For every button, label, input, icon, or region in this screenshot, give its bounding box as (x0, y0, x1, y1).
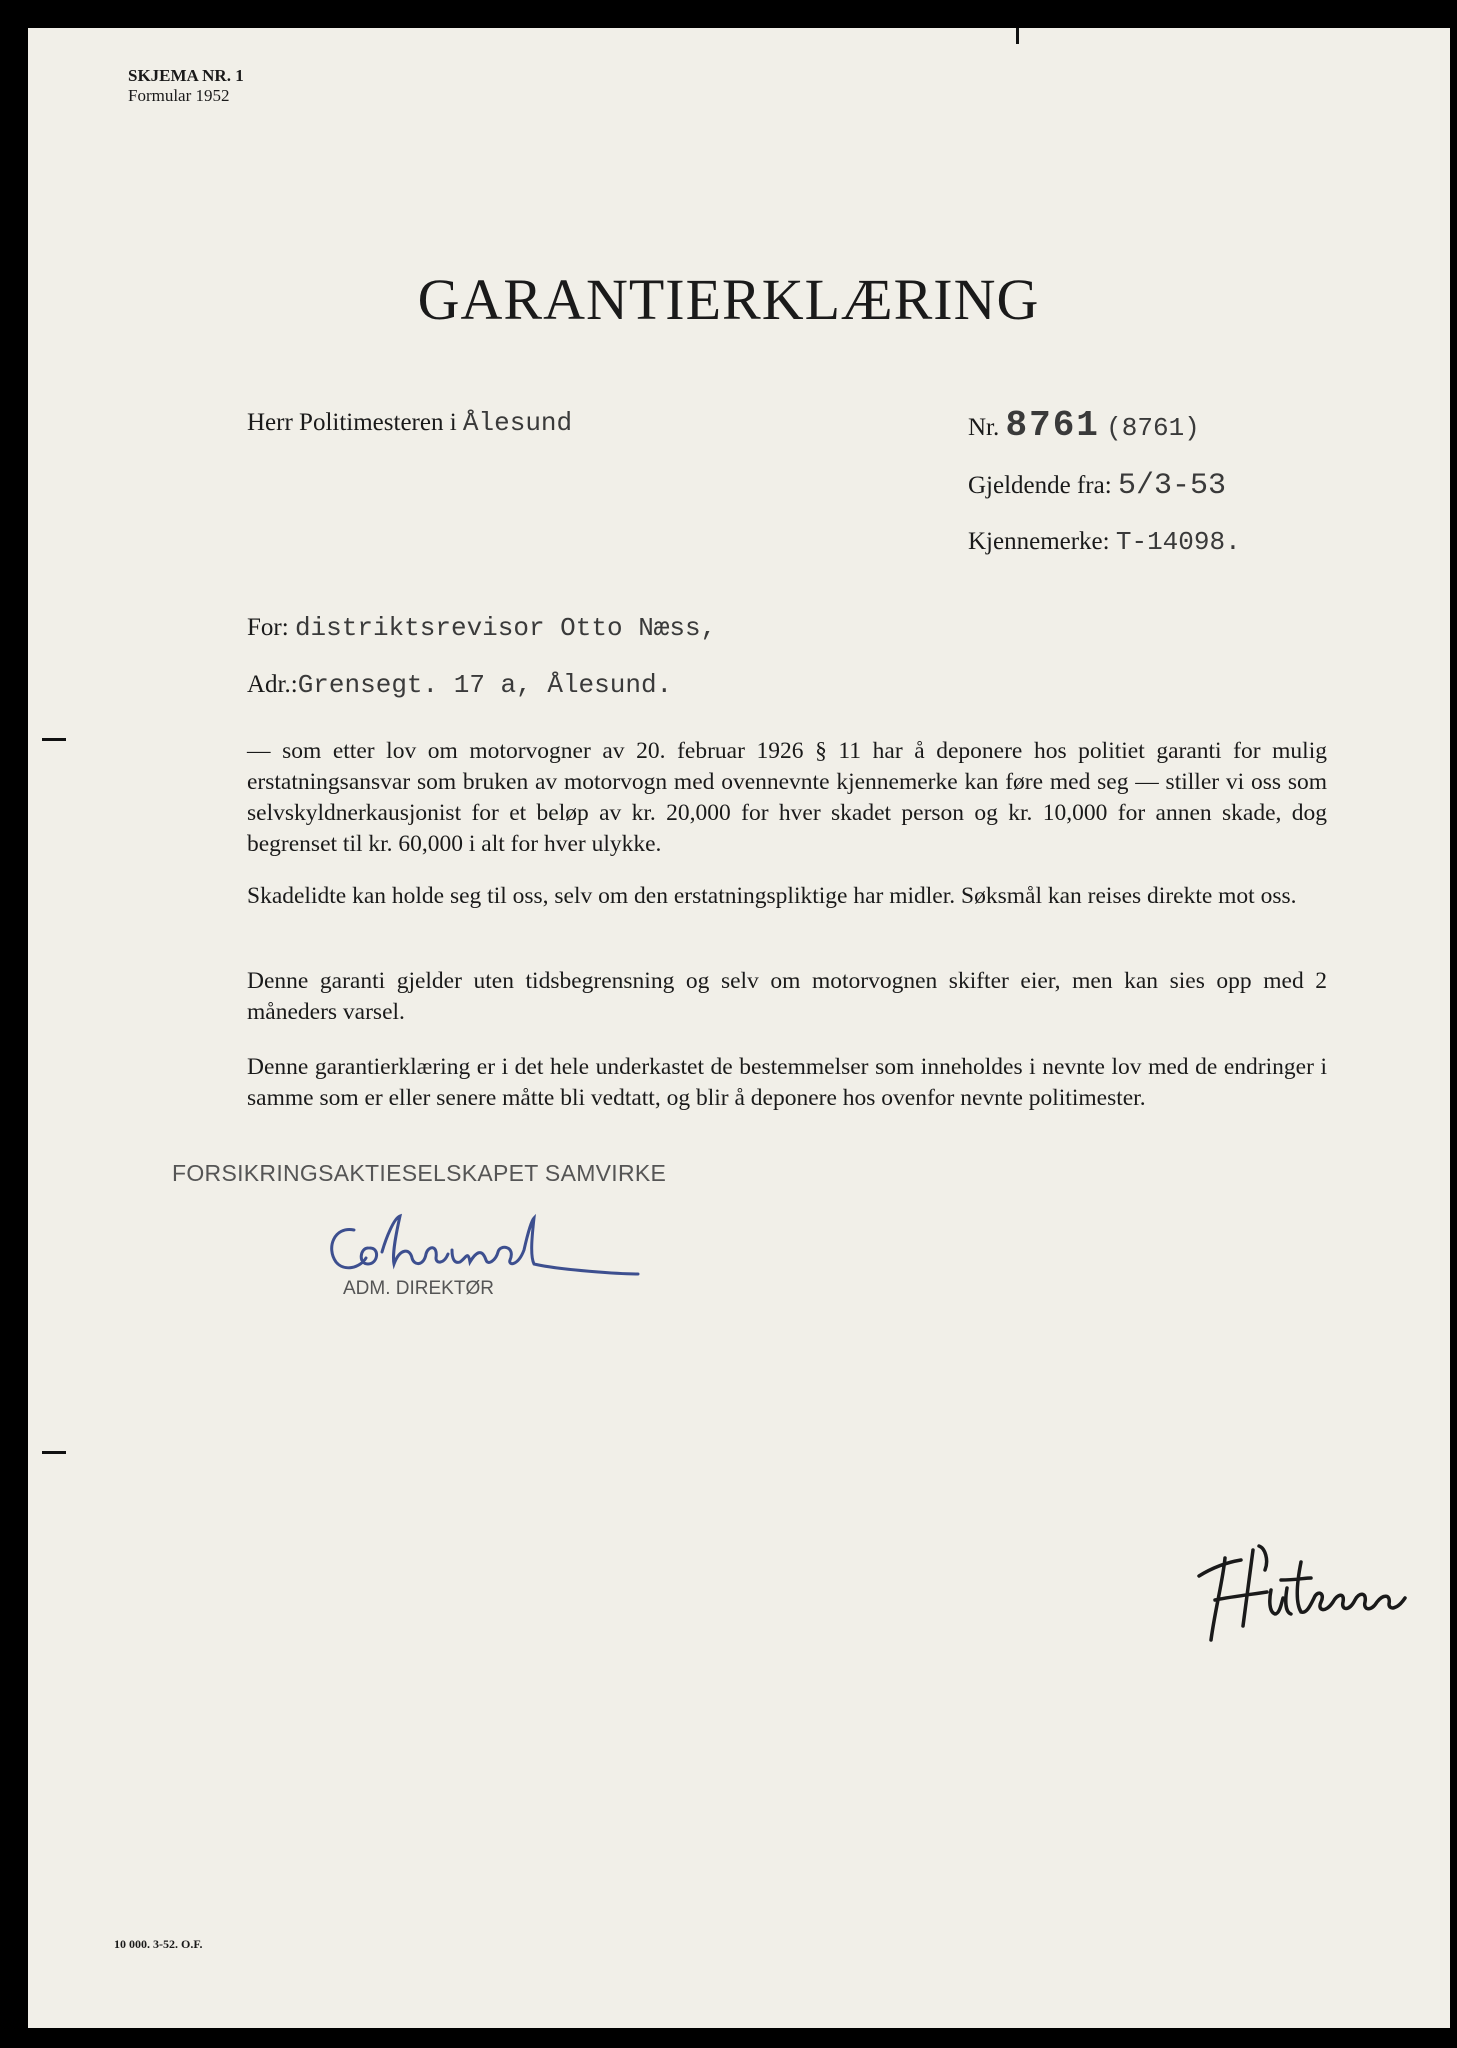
address-label: Adr.: (247, 671, 298, 698)
body-paragraph-3: Denne garanti gjelder uten tidsbegrensning og selv om motorvognen skifter eier, men kan sies opp med 2 måneders varsel. (247, 968, 1327, 1025)
address-value: Grensegt. 17 a, Ålesund. (297, 670, 673, 700)
nr-label: Nr. (968, 414, 1000, 441)
recipient-line (247, 613, 716, 643)
body-paragraph-2: Skadelidte kan holde seg til oss, selv om den erstatningspliktige har midler. Søksmål kan reises direkte mot oss. (247, 883, 1297, 909)
left-edge-mark-bottom (42, 1451, 66, 1454)
top-edge-mark (1016, 28, 1019, 44)
nr-parenthetical: (8761) (1106, 413, 1200, 443)
addressee-line (247, 408, 572, 438)
plate-label: Kjennemerke: (968, 528, 1110, 555)
valid-from-value: 5/3-53 (1117, 469, 1226, 503)
valid-from-line (968, 469, 1226, 503)
director-signature (320, 1208, 650, 1288)
registration-number-line (968, 405, 1200, 446)
plate-value: T-14098. (1115, 527, 1241, 557)
company-stamp: FORSIKRINGSAKTIESELSKAPET SAMVIRKE (172, 1160, 667, 1186)
addressee-label: Herr Politimesteren i (247, 409, 457, 436)
left-edge-mark-top (42, 738, 66, 741)
document-title: GARANTIERKLÆRING (417, 267, 1040, 332)
form-number: SKJEMA NR. 1 (128, 66, 244, 85)
print-info: 10 000. 3-52. O.F. (114, 1937, 203, 1951)
body-paragraph-1: — som etter lov om motorvogner av 20. februar 1926 § 11 har å deponere hos politiet garanti for mulig erstatningsansvar som bruken av motorvogn med ovennevnte kjennemerke kan føre med seg — stiller vi oss som selvskyldnerkausjonist for et beløp av kr. 20,000 for hver skadet person og kr. 10,000 for annen skade, dog begrenset til kr. 60,000 i alt for hver ulykke. (247, 738, 1327, 857)
police-signature (1185, 1540, 1425, 1650)
nr-value: 8761 (1005, 405, 1100, 446)
form-version: Formular 1952 (128, 86, 230, 105)
director-title-stamp: ADM. DIREKTØR (343, 1278, 494, 1299)
valid-from-label: Gjeldende fra: (968, 472, 1112, 499)
address-line (247, 670, 672, 700)
for-label: For: (247, 614, 289, 641)
plate-line (968, 527, 1241, 557)
body-paragraph-4: Denne garantierklæring er i det hele underkastet de bestemmelser som inneholdes i nevnte lov med de endringer i samme som er eller senere måtte bli vedtatt, og blir å deponere hos ovenfor nevnte politimester. (247, 1054, 1327, 1111)
for-value: distriktsrevisor Otto Næss, (294, 613, 717, 643)
addressee-place: Ålesund (462, 408, 573, 438)
